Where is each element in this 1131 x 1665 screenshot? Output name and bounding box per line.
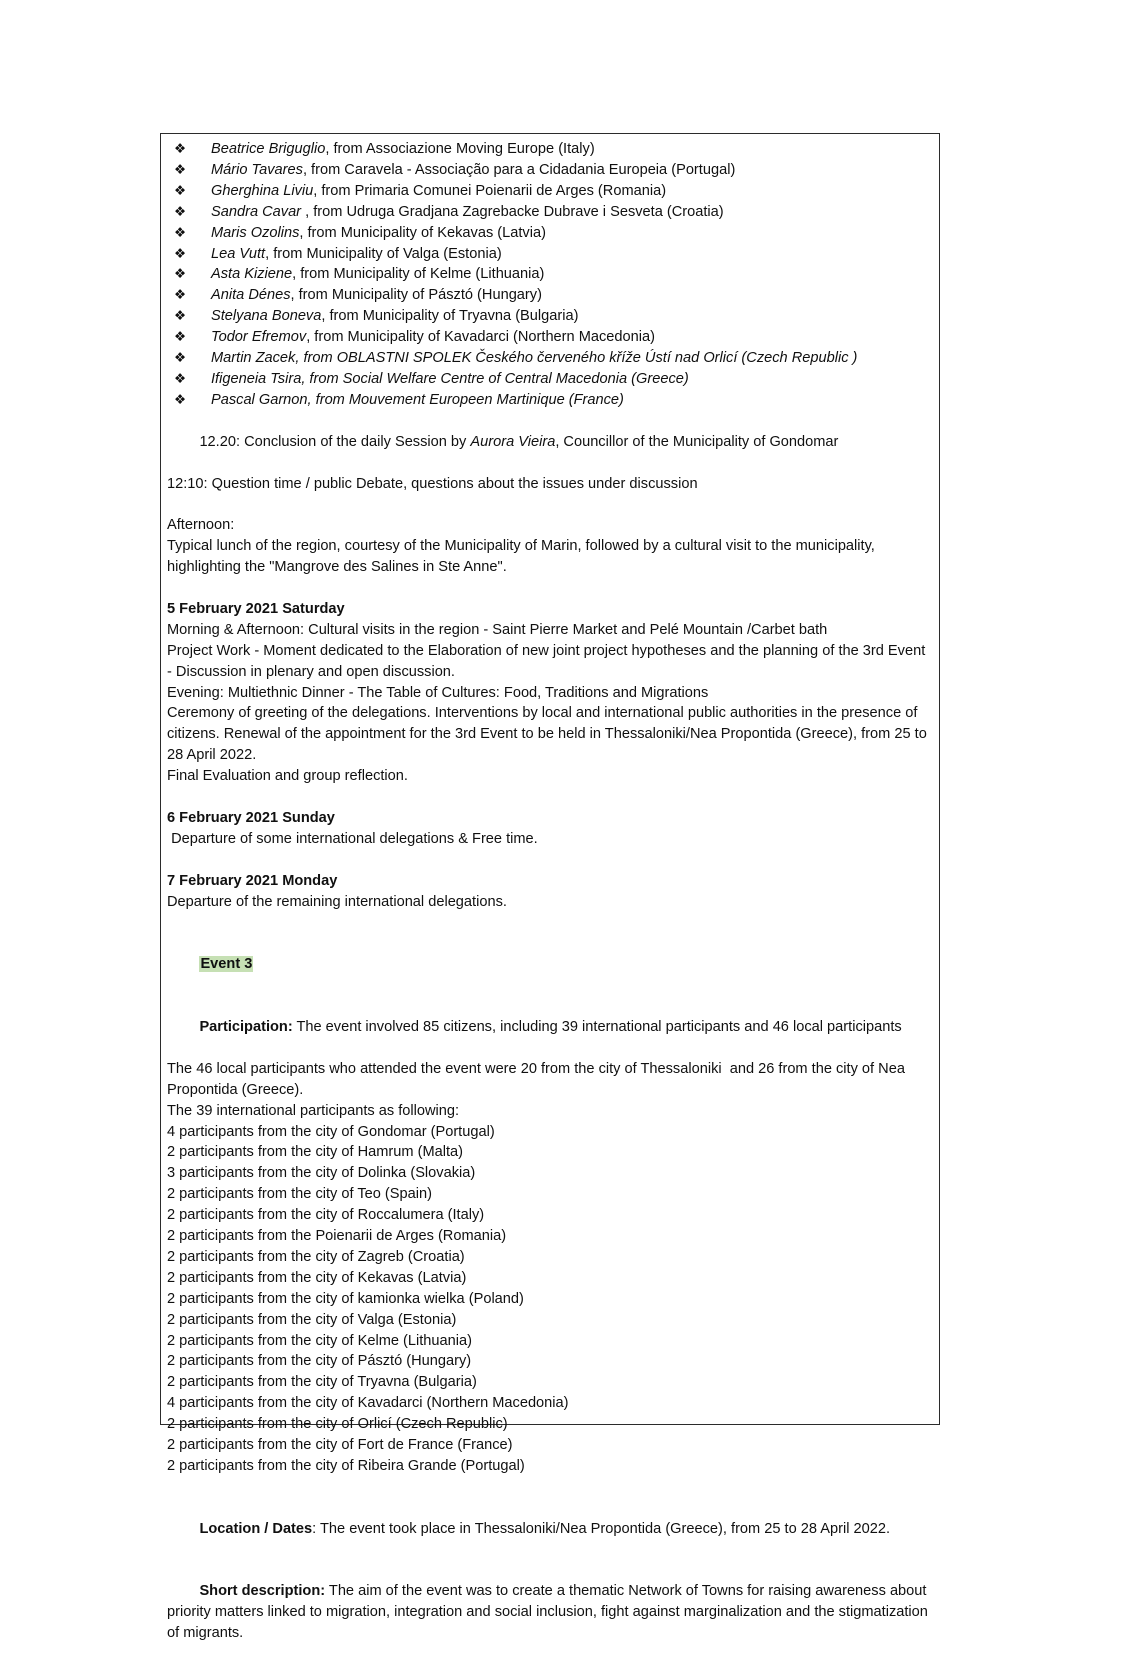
monday-line: Departure of the remaining international delegations. xyxy=(167,893,507,910)
participant-list-item xyxy=(167,202,929,223)
monday-heading: 7 February 2021 Monday xyxy=(167,872,338,889)
spacer xyxy=(167,850,929,871)
afternoon-text: Typical lunch of the region, courtesy of the Municipality of Marin, followed by a cultural visit to the municipality, highlighting the "Mangrove des Salines in Ste Anne". xyxy=(167,538,879,576)
monday-lines xyxy=(167,892,929,913)
participant-list-item xyxy=(167,348,929,369)
spacer xyxy=(167,787,929,808)
international-participant-line: 2 participants from the city of Pásztó (Hungary) xyxy=(167,1353,472,1370)
short-description-text: The aim of the event was to create a thematic Network of Towns for raising awareness about priority matters linked to migration, integration and social inclusion, fight against marginalization and the stigmatization of migrants. xyxy=(167,1583,932,1642)
question-time-line: 12:10: Question time / public Debate, questions about the issues under discussion xyxy=(167,475,698,492)
international-participant-line: 2 participants from the city of Orlicí (Czech Republic) xyxy=(167,1416,508,1433)
diamond-bullet-icon: ❖ xyxy=(174,370,187,387)
participant-list-item xyxy=(167,223,929,244)
participant-name: Sandra Cavar xyxy=(211,203,306,220)
participant-affiliation: , from OBLASTNI SPOLEK Českého červeného kříže Ústí nad Orlicí (Czech Republic ) xyxy=(295,350,858,367)
participant-name: Mário Tavares xyxy=(211,161,303,178)
diamond-bullet-icon: ❖ xyxy=(174,308,187,325)
afternoon-label: Afternoon: xyxy=(167,517,235,534)
international-participant-line: 3 participants from the city of Dolinka (Slovakia) xyxy=(167,1165,476,1182)
sunday-heading: 6 February 2021 Sunday xyxy=(167,809,335,826)
diamond-bullet-icon: ❖ xyxy=(174,182,187,199)
participant-affiliation: , from Municipality of Tryavna (Bulgaria) xyxy=(321,308,579,325)
diamond-bullet-icon: ❖ xyxy=(174,350,187,367)
event3-heading: Event 3 xyxy=(200,956,253,973)
international-participant-line: 4 participants from the city of Kavadarci (Northern Macedonia) xyxy=(167,1395,569,1412)
participation-text: The event involved 85 citizens, including 39 international participants and 46 local participants xyxy=(292,1018,902,1035)
short-description-label: Short description: xyxy=(199,1583,326,1600)
diamond-bullet-icon: ❖ xyxy=(174,391,187,408)
participant-name: Pascal Garnon xyxy=(211,391,308,408)
participant-list-item xyxy=(167,244,929,265)
participant-affiliation: , from Udruga Gradjana Zagrebacke Dubrave i Sesveta (Croatia) xyxy=(305,203,724,220)
diamond-bullet-icon: ❖ xyxy=(174,245,187,262)
spacer xyxy=(167,494,929,515)
participant-affiliation: , from Municipality of Kavadarci (Northern Macedonia) xyxy=(306,329,655,346)
saturday-line: Evening: Multiethnic Dinner - The Table of Cultures: Food, Traditions and Migrations xyxy=(167,684,709,701)
participant-name: Lea Vutt xyxy=(211,245,266,262)
participant-name: Asta Kiziene xyxy=(211,266,293,283)
diamond-bullet-icon: ❖ xyxy=(174,329,187,346)
participant-name: Beatrice Briguglio xyxy=(211,141,326,157)
participant-affiliation: , from Mouvement Europeen Martinique (France) xyxy=(307,391,624,408)
conclusion-italic-name: Aurora Vieira xyxy=(470,433,556,450)
short-description-line xyxy=(167,1561,932,1665)
international-intro: The 39 international participants as following: xyxy=(167,1102,460,1119)
participant-name: Todor Efremov xyxy=(211,329,307,346)
participant-name: Gherghina Liviu xyxy=(211,182,314,199)
conclusion-prefix: 12.20: Conclusion of the daily Session by xyxy=(199,433,471,450)
participant-affiliation: , from Primaria Comunei Poienarii de Arges (Romania) xyxy=(313,182,667,199)
diamond-bullet-icon: ❖ xyxy=(174,266,187,283)
international-participant-line: 2 participants from the city of Zagreb (Croatia) xyxy=(167,1248,465,1265)
international-participant-line: 2 participants from the city of kamionka wielka (Poland) xyxy=(167,1290,524,1307)
participant-affiliation: , from Municipality of Kekavas (Latvia) xyxy=(299,224,546,241)
international-participant-line: 2 participants from the city of Tryavna (Bulgaria) xyxy=(167,1374,477,1391)
participant-list-item xyxy=(167,390,929,411)
sunday-line: Departure of some international delegations & Free time. xyxy=(167,830,538,847)
participant-name: Anita Dénes xyxy=(211,287,291,304)
saturday-line: Morning & Afternoon: Cultural visits in the region - Saint Pierre Market and Pelé Mountain /Carbet bath xyxy=(167,621,828,638)
diamond-bullet-icon: ❖ xyxy=(174,141,187,157)
diamond-bullet-icon: ❖ xyxy=(174,287,187,304)
spacer xyxy=(167,912,929,933)
local-breakdown-text: The 46 local participants who attended the event were 20 from the city of Thessaloniki and 26 from the city of Nea Propontida (Greece). xyxy=(167,1060,909,1098)
saturday-heading: 5 February 2021 Saturday xyxy=(167,600,345,617)
diamond-bullet-icon: ❖ xyxy=(174,203,187,220)
participation-label: Participation: xyxy=(199,1018,293,1035)
diamond-bullet-icon: ❖ xyxy=(174,224,187,241)
participant-list-item xyxy=(167,285,929,306)
spacer xyxy=(167,1477,929,1498)
international-participants-list xyxy=(167,1122,929,1477)
conclusion-line xyxy=(167,411,929,474)
international-participant-line: 2 participants from the city of Kekavas (Latvia) xyxy=(167,1269,467,1286)
participant-list-item xyxy=(167,264,929,285)
event3-heading-row xyxy=(167,933,929,996)
participant-affiliation: , from Social Welfare Centre of Central Macedonia (Greece) xyxy=(301,370,689,387)
participant-name: Stelyana Boneva xyxy=(211,308,322,325)
location-dates-line xyxy=(167,1498,929,1561)
participant-list-item xyxy=(167,327,929,348)
participant-affiliation: , from Municipality of Pásztó (Hungary) xyxy=(290,287,542,304)
participant-affiliation: , from Associazione Moving Europe (Italy) xyxy=(325,141,595,157)
saturday-lines xyxy=(167,620,929,787)
international-participant-line: 2 participants from the city of Kelme (Lithuania) xyxy=(167,1332,472,1349)
international-participant-line: 4 participants from the city of Gondomar (Portugal) xyxy=(167,1123,495,1140)
participant-affiliation: , from Municipality of Kelme (Lithuania) xyxy=(292,266,545,283)
conclusion-suffix: , Councillor of the Municipality of Gondomar xyxy=(555,433,839,450)
participant-list-item xyxy=(167,160,929,181)
participant-name: Martin Zacek xyxy=(211,350,296,367)
saturday-line: Project Work - Moment dedicated to the Elaboration of new joint project hypotheses and the planning of the 3rd Event - Discussion in plenary and open discussion. xyxy=(167,642,930,680)
international-participant-line: 2 participants from the city of Valga (Estonia) xyxy=(167,1311,457,1328)
participant-list-item xyxy=(167,139,929,160)
participant-name: Ifigeneia Tsira xyxy=(211,370,302,387)
saturday-line: Ceremony of greeting of the delegations. Interventions by local and international public authorities in the presence of citizens. Renewal of the appointment for the 3rd Event to be held in Thessaloniki/Nea Propontida (Greece), from 25 to 28 April 2022. xyxy=(167,705,931,764)
participant-affiliation: , from Municipality of Valga (Estonia) xyxy=(265,245,502,262)
participant-list-item xyxy=(167,181,929,202)
international-participant-line: 2 participants from the city of Roccalumera (Italy) xyxy=(167,1207,485,1224)
document-content xyxy=(167,139,932,1665)
international-participant-line: 2 participants from the city of Hamrum (Malta) xyxy=(167,1144,464,1161)
participant-list-item xyxy=(167,306,929,327)
document-text-frame xyxy=(160,133,940,1642)
participant-name: Maris Ozolins xyxy=(211,224,300,241)
saturday-line: Final Evaluation and group reflection. xyxy=(167,768,408,785)
international-participant-line: 2 participants from the Poienarii de Arges (Romania) xyxy=(167,1228,507,1245)
spacer xyxy=(167,578,929,599)
participant-affiliation: , from Caravela - Associação para a Cidadania Europeia (Portugal) xyxy=(302,161,736,178)
diamond-bullet-icon: ❖ xyxy=(174,161,187,178)
sunday-lines xyxy=(167,829,929,850)
international-participant-line: 2 participants from the city of Fort de France (France) xyxy=(167,1437,513,1454)
participation-line xyxy=(167,996,929,1059)
international-participant-line: 2 participants from the city of Ribeira Grande (Portugal) xyxy=(167,1458,525,1475)
location-dates-text: : The event took place in Thessaloniki/Nea Propontida (Greece), from 25 to 28 April 2022. xyxy=(312,1520,891,1537)
international-participant-line: 2 participants from the city of Teo (Spain) xyxy=(167,1186,432,1203)
participant-list-item xyxy=(167,369,929,390)
participants-bullet-list xyxy=(167,139,929,411)
location-dates-label: Location / Dates xyxy=(199,1520,313,1537)
